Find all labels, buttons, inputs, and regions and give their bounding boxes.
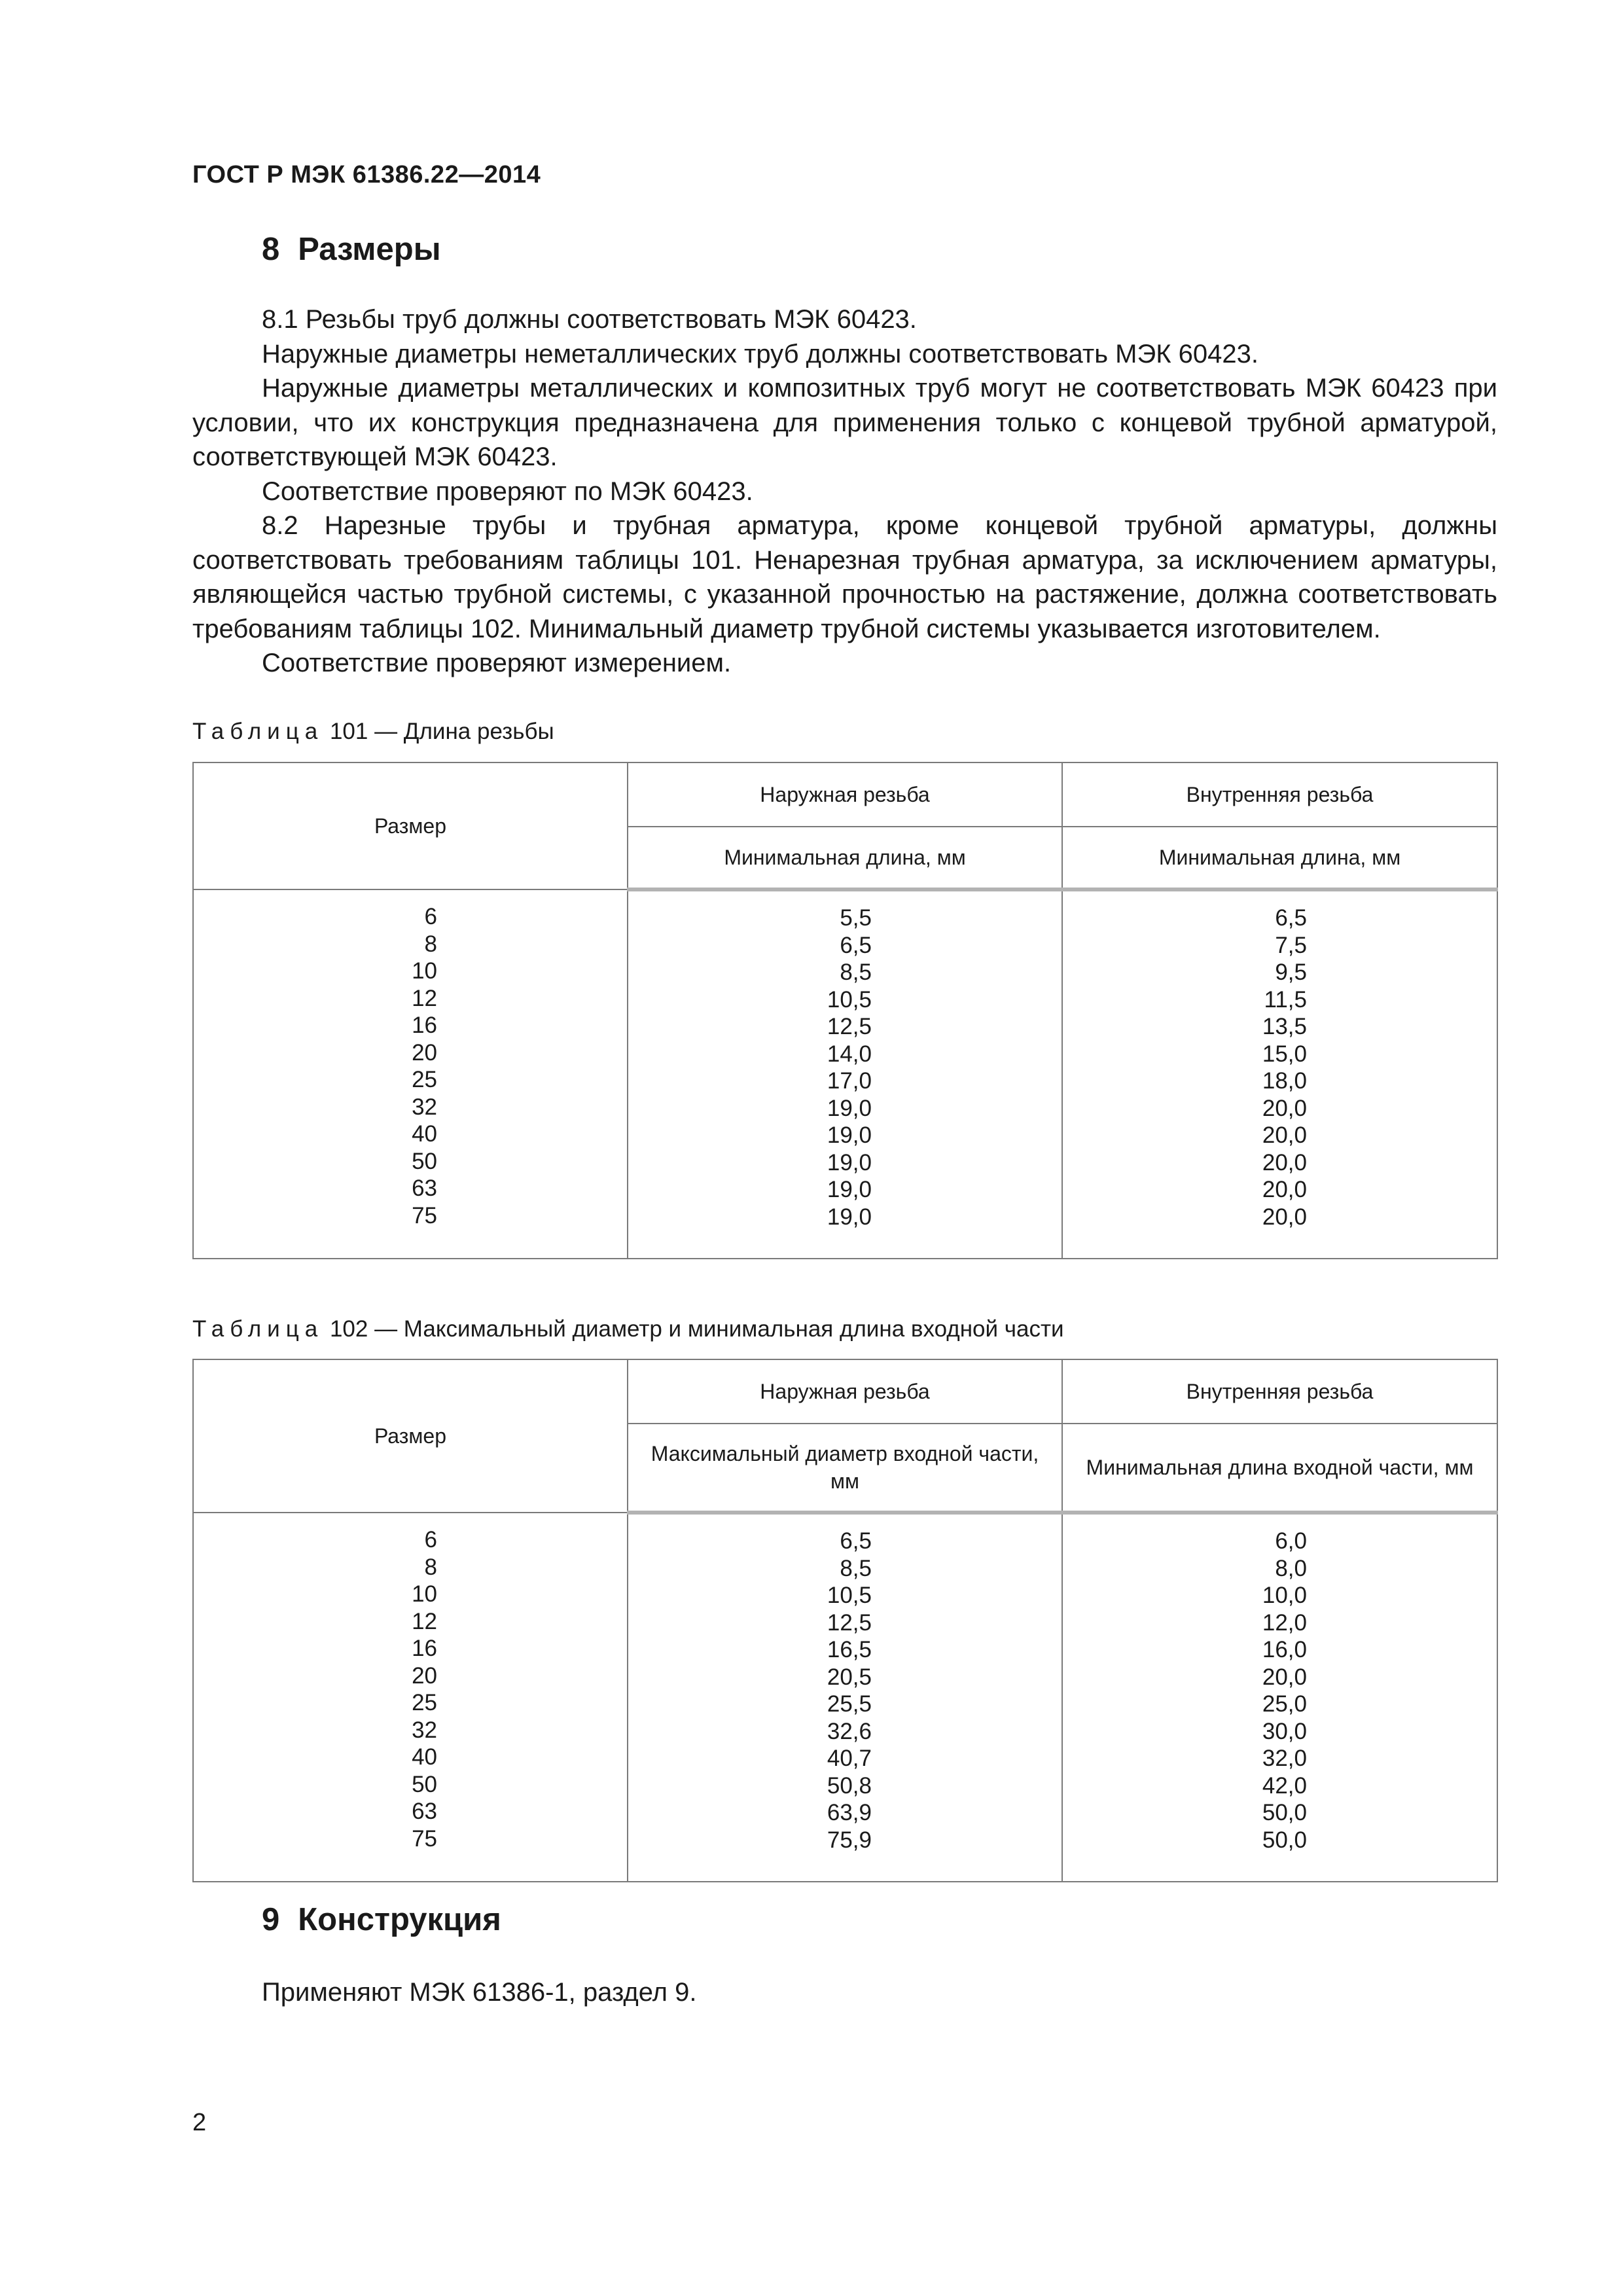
page-number: 2 bbox=[192, 2109, 207, 2136]
table-cell-value: 25 bbox=[412, 1690, 437, 1715]
table-101-header-inner: Внутренняя резьба bbox=[1062, 762, 1497, 827]
table-cell-value: 20 bbox=[412, 1662, 437, 1689]
table-cell-value: 6,5 bbox=[840, 932, 872, 958]
table-cell-value: 6,5 bbox=[1275, 905, 1307, 931]
table-cell-value: 19,0 bbox=[827, 1095, 872, 1121]
table-cell-value: 63 bbox=[412, 1799, 437, 1824]
table-102-caption-prefix: Таблица bbox=[192, 1316, 324, 1342]
table-cell-value: 32 bbox=[412, 1094, 437, 1120]
table-cell-value: 19,0 bbox=[827, 1149, 872, 1175]
table-cell-value: 8,5 bbox=[840, 1555, 872, 1581]
table-102-subheader-outer: Максимальный диаметр входной части, мм bbox=[628, 1424, 1062, 1513]
table-cell-value: 42,0 bbox=[1262, 1772, 1307, 1799]
table-101-data-row bbox=[193, 889, 1497, 1259]
table-cell-value: 12 bbox=[412, 1608, 437, 1634]
table-cell-value: 10,5 bbox=[827, 1583, 872, 1608]
table-cell-value: 12,5 bbox=[827, 1014, 872, 1039]
table-cell-value: 14,0 bbox=[827, 1041, 872, 1067]
table-101-inner-column bbox=[1062, 889, 1497, 1259]
table-cell-value: 20,0 bbox=[1262, 1204, 1307, 1230]
table-cell-value: 16 bbox=[412, 1636, 437, 1661]
paragraph-outer-diameters-nonmetal: Наружные диаметры неметаллических труб должны соответствовать МЭК 60423. bbox=[262, 339, 1259, 368]
table-cell-value: 6 bbox=[424, 904, 437, 929]
table-102-data-row bbox=[193, 1513, 1497, 1882]
paragraph-outer-diameters-metal: Наружные диаметры металлических и композитных труб могут не соответствовать МЭК 60423 при условии, что их конструкция предназначена для применения только с концевой трубной арматурой, соответствующей МЭК 60423. bbox=[192, 374, 1497, 471]
table-cell-value: 20,0 bbox=[1262, 1149, 1307, 1175]
table-101-caption-text: 101 — Длина резьбы bbox=[323, 719, 554, 744]
table-cell-value: 25,0 bbox=[1262, 1691, 1307, 1717]
section-8-heading bbox=[262, 231, 441, 268]
table-cell-value: 75,9 bbox=[827, 1827, 872, 1853]
paragraph-compliance-2: Соответствие проверяют измерением. bbox=[262, 649, 732, 677]
table-cell-value: 16,0 bbox=[1262, 1637, 1307, 1662]
section-8-number: 8 bbox=[262, 232, 280, 267]
table-cell-value: 12,5 bbox=[827, 1609, 872, 1636]
table-cell-value: 12,0 bbox=[1262, 1609, 1307, 1636]
paragraph-8-1: 8.1 Резьбы труб должны соответствовать МЭК 60423. bbox=[262, 305, 917, 334]
table-cell-value: 8,5 bbox=[840, 960, 872, 985]
document-code-header: ГОСТ Р МЭК 61386.22—2014 bbox=[192, 161, 541, 188]
table-cell-value: 6,0 bbox=[1275, 1528, 1307, 1554]
table-cell-value: 32,0 bbox=[1262, 1746, 1307, 1771]
table-cell-value: 20,5 bbox=[827, 1664, 872, 1690]
table-cell-value: 20,0 bbox=[1262, 1095, 1307, 1121]
table-cell-value: 20,0 bbox=[1262, 1664, 1307, 1690]
table-cell-value: 6 bbox=[424, 1527, 437, 1552]
table-cell-value: 30,0 bbox=[1262, 1718, 1307, 1744]
paragraph-compliance-1: Соответствие проверяют по МЭК 60423. bbox=[262, 476, 753, 506]
table-cell-value: 20,0 bbox=[1262, 1122, 1307, 1148]
section-9-number: 9 bbox=[262, 1902, 280, 1937]
table-cell-value: 12 bbox=[412, 985, 437, 1011]
table-cell-value: 11,5 bbox=[1264, 986, 1307, 1013]
table-cell-value: 16 bbox=[412, 1013, 437, 1038]
table-cell-value: 40 bbox=[412, 1121, 437, 1147]
section-8-title: Размеры bbox=[298, 232, 441, 267]
table-101-subheader-outer: Минимальная длина, мм bbox=[628, 827, 1062, 889]
table-cell-value: 8 bbox=[424, 931, 437, 957]
table-cell-value: 50,8 bbox=[827, 1772, 872, 1799]
table-cell-value: 20 bbox=[412, 1039, 437, 1066]
table-cell-value: 8 bbox=[424, 1554, 437, 1580]
table-cell-value: 40,7 bbox=[827, 1746, 872, 1771]
table-102-header-outer: Наружная резьба bbox=[628, 1359, 1062, 1424]
table-cell-value: 9,5 bbox=[1275, 960, 1307, 985]
table-cell-value: 10 bbox=[412, 958, 437, 984]
section-9-title: Конструкция bbox=[298, 1902, 501, 1937]
table-102-caption bbox=[192, 1316, 1064, 1342]
table-101-header-outer: Наружная резьба bbox=[628, 762, 1062, 827]
table-101 bbox=[192, 762, 1498, 1259]
table-cell-value: 17,0 bbox=[827, 1068, 872, 1094]
table-cell-value: 63 bbox=[412, 1175, 437, 1201]
table-101-caption-prefix: Таблица bbox=[192, 719, 324, 744]
table-cell-value: 10,5 bbox=[827, 986, 872, 1013]
table-101-outer-column bbox=[628, 889, 1062, 1259]
table-101-caption bbox=[192, 719, 554, 745]
section-9-heading bbox=[262, 1901, 501, 1938]
table-102-inner-column bbox=[1062, 1513, 1497, 1882]
table-cell-value: 15,0 bbox=[1262, 1041, 1307, 1067]
table-102-caption-text: 102 — Максимальный диаметр и минимальная длина входной части bbox=[323, 1316, 1064, 1342]
table-cell-value: 6,5 bbox=[840, 1528, 872, 1554]
table-cell-value: 75 bbox=[412, 1825, 437, 1852]
table-cell-value: 40 bbox=[412, 1744, 437, 1770]
table-cell-value: 75 bbox=[412, 1202, 437, 1229]
table-cell-value: 10 bbox=[412, 1581, 437, 1607]
table-cell-value: 63,9 bbox=[827, 1800, 872, 1825]
table-cell-value: 50,0 bbox=[1262, 1800, 1307, 1825]
table-102-header-inner: Внутренняя резьба bbox=[1062, 1359, 1497, 1424]
table-102-subheader-inner: Минимальная длина входной части, мм bbox=[1062, 1424, 1497, 1513]
table-cell-value: 8,0 bbox=[1275, 1555, 1307, 1581]
table-cell-value: 50 bbox=[412, 1771, 437, 1797]
table-cell-value: 50,0 bbox=[1262, 1827, 1307, 1853]
table-101-size-column bbox=[193, 889, 628, 1259]
table-cell-value: 32,6 bbox=[827, 1718, 872, 1744]
section-9-text: Применяют МЭК 61386-1, раздел 9. bbox=[262, 1978, 697, 2007]
table-cell-value: 20,0 bbox=[1262, 1177, 1307, 1202]
table-cell-value: 32 bbox=[412, 1717, 437, 1743]
table-cell-value: 5,5 bbox=[840, 905, 872, 931]
table-101-header-size: Размер bbox=[193, 762, 628, 889]
table-cell-value: 19,0 bbox=[827, 1177, 872, 1202]
table-cell-value: 10,0 bbox=[1262, 1583, 1307, 1608]
table-cell-value: 7,5 bbox=[1275, 932, 1307, 958]
table-101-subheader-inner: Минимальная длина, мм bbox=[1062, 827, 1497, 889]
table-cell-value: 25 bbox=[412, 1067, 437, 1092]
table-cell-value: 25,5 bbox=[827, 1691, 872, 1717]
paragraph-8-2: 8.2 Нарезные трубы и трубная арматура, кроме концевой трубной арматуры, должны соответствовать требованиям таблицы 101. Ненарезная трубная арматура, за исключением арматуры, являющейся частью трубной системы, с указанной прочностью на растяжение, должна соответствовать требованиям таблицы 102. Минимальный диаметр трубной системы указывается изготовителем. bbox=[192, 511, 1497, 643]
table-cell-value: 13,5 bbox=[1262, 1014, 1307, 1039]
table-cell-value: 19,0 bbox=[827, 1122, 872, 1148]
table-cell-value: 18,0 bbox=[1262, 1068, 1307, 1094]
section-8-body bbox=[192, 302, 1497, 681]
table-102 bbox=[192, 1359, 1498, 1882]
table-102-header-size: Размер bbox=[193, 1359, 628, 1513]
table-cell-value: 16,5 bbox=[827, 1637, 872, 1662]
table-102-size-column bbox=[193, 1513, 628, 1882]
table-cell-value: 50 bbox=[412, 1148, 437, 1174]
table-cell-value: 19,0 bbox=[827, 1204, 872, 1230]
table-102-outer-column bbox=[628, 1513, 1062, 1882]
